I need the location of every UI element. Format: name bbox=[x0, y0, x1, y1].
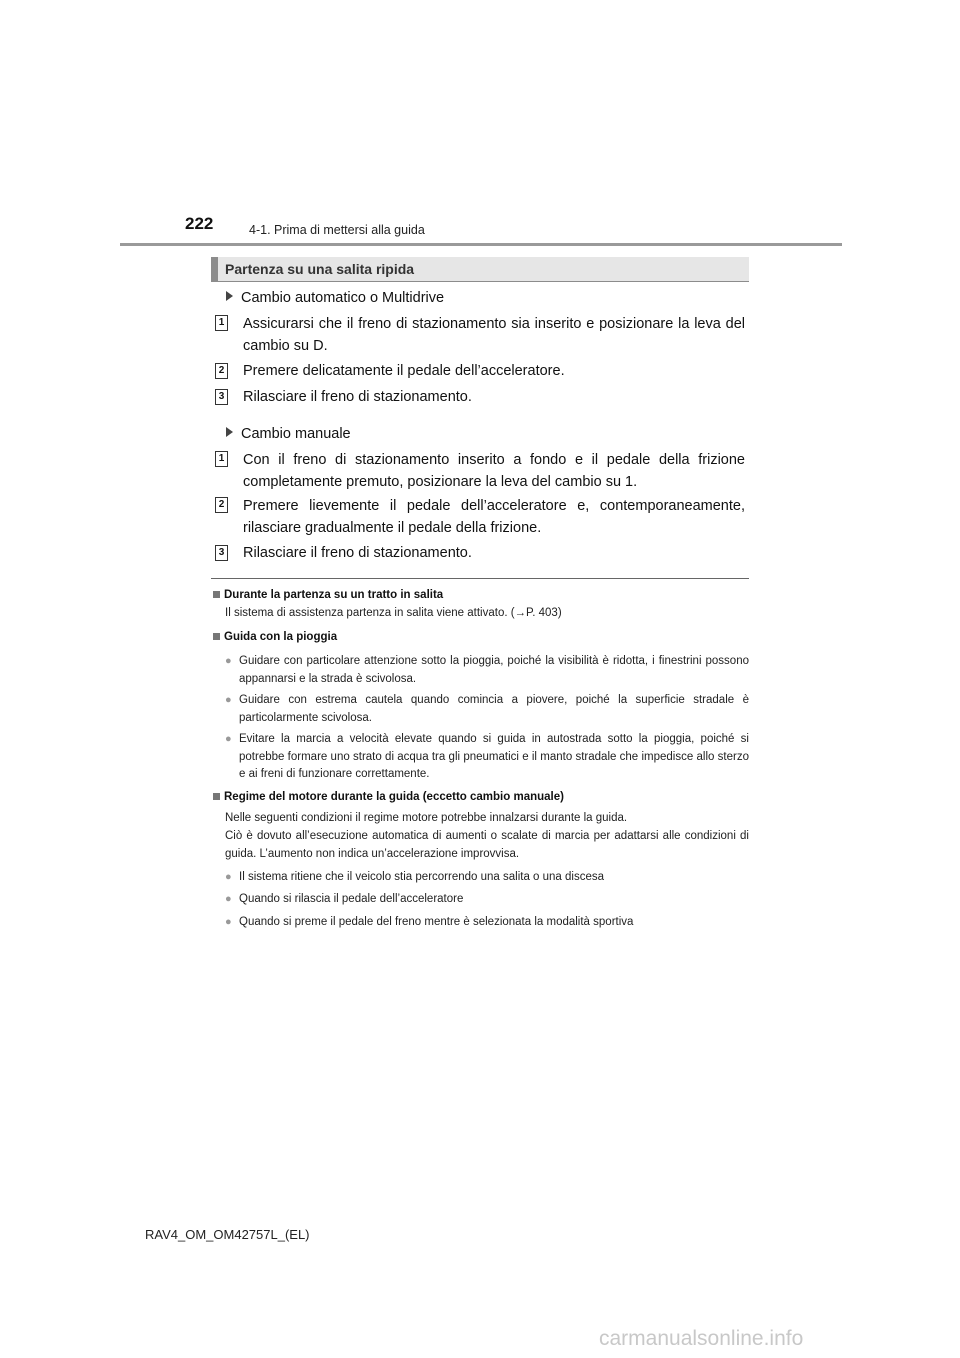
step-number-icon: 2 bbox=[215, 363, 228, 379]
step-number-icon: 2 bbox=[215, 497, 228, 513]
bullet-icon: ● bbox=[225, 694, 232, 706]
square-bullet-icon bbox=[213, 793, 220, 800]
step-text: Assicurarsi che il freno di stazionamento sia inserito e posizionare la leva del cambio su D. bbox=[243, 316, 745, 354]
note-heading: Guida con la pioggia bbox=[213, 631, 337, 643]
heading-accent-bar bbox=[211, 257, 218, 281]
automatic-title: Cambio automatico o Multidrive bbox=[241, 290, 445, 306]
step-number-icon: 3 bbox=[215, 545, 228, 561]
step-text: Premere lievemente il pedale dell’acceleratore e, contemporaneamente, rilasciare gradualmente il pedale della frizione. bbox=[243, 498, 745, 536]
step-text: Rilasciare il freno di stazionamento. bbox=[243, 545, 472, 561]
step-text: Con il freno di stazionamento inserito a fondo e il pedale della frizione completamente premuto, posizionare la leva del cambio su 1. bbox=[243, 452, 745, 490]
triangle-bullet-icon bbox=[226, 291, 233, 301]
square-bullet-icon bbox=[213, 591, 220, 598]
bullet-icon: ● bbox=[225, 871, 232, 883]
automatic-subheading bbox=[226, 290, 444, 306]
header-rule bbox=[120, 243, 842, 246]
section-heading-box bbox=[211, 257, 749, 282]
triangle-bullet-icon bbox=[226, 427, 233, 437]
bullet-icon: ● bbox=[225, 916, 232, 928]
note-text: Il sistema di assistenza partenza in salita viene attivato. (→P. 403) bbox=[225, 607, 562, 619]
bullet-text: Quando si preme il pedale del freno mentre è selezionata la modalità sportiva bbox=[239, 916, 634, 928]
bullet-text: Guidare con estrema cautela quando comincia a piovere, poiché la superficie stradale è particolarmente scivolosa. bbox=[239, 694, 749, 724]
note-text: Nelle seguenti condizioni il regime motore potrebbe innalzarsi durante la guida. bbox=[225, 812, 628, 824]
step-number-icon: 1 bbox=[215, 315, 228, 331]
note-text: Ciò è dovuto all’esecuzione automatica di aumenti o scalate di marcia per adattarsi alle condizioni di guida. L’aumento non indica un’accelerazione improvvisa. bbox=[225, 830, 749, 860]
manual-title: Cambio manuale bbox=[241, 426, 351, 442]
bullet-text: Il sistema ritiene che il veicolo stia percorrendo una salita o una discesa bbox=[239, 871, 604, 883]
page-number: 222 bbox=[185, 214, 214, 233]
bullet-text: Quando si rilascia il pedale dell’acceleratore bbox=[239, 893, 464, 905]
section-title: 4-1. Prima di mettersi alla guida bbox=[249, 223, 425, 237]
bullet-icon: ● bbox=[225, 733, 232, 745]
bullet-icon: ● bbox=[225, 893, 232, 905]
note-heading: Regime del motore durante la guida (eccetto cambio manuale) bbox=[213, 791, 564, 803]
watermark: carmanualsonline.info bbox=[599, 1327, 804, 1350]
bullet-icon: ● bbox=[225, 655, 232, 667]
section-heading: Partenza su una salita ripida bbox=[225, 261, 415, 277]
note-heading: Durante la partenza su un tratto in salita bbox=[213, 589, 443, 601]
divider bbox=[211, 578, 749, 579]
step-text: Premere delicatamente il pedale dell’acceleratore. bbox=[243, 363, 565, 379]
step-number-icon: 1 bbox=[215, 451, 228, 467]
bullet-text: Guidare con particolare attenzione sotto la pioggia, poiché la visibilità è ridotta, i finestrini possono appannarsi e la strada è scivolosa. bbox=[239, 655, 749, 685]
step-number-icon: 3 bbox=[215, 389, 228, 405]
bullet-text: Evitare la marcia a velocità elevate quando si guida in autostrada sotto la pioggia, poiché si potrebbe formare uno strato di acqua tra gli pneumatici e il manto stradale che impedisce allo sterzo e ai freni di funzionare correttamente. bbox=[239, 733, 749, 780]
document-code: RAV4_OM_OM42757L_(EL) bbox=[145, 1227, 310, 1242]
manual-subheading bbox=[226, 426, 351, 442]
square-bullet-icon bbox=[213, 633, 220, 640]
step-text: Rilasciare il freno di stazionamento. bbox=[243, 389, 472, 405]
